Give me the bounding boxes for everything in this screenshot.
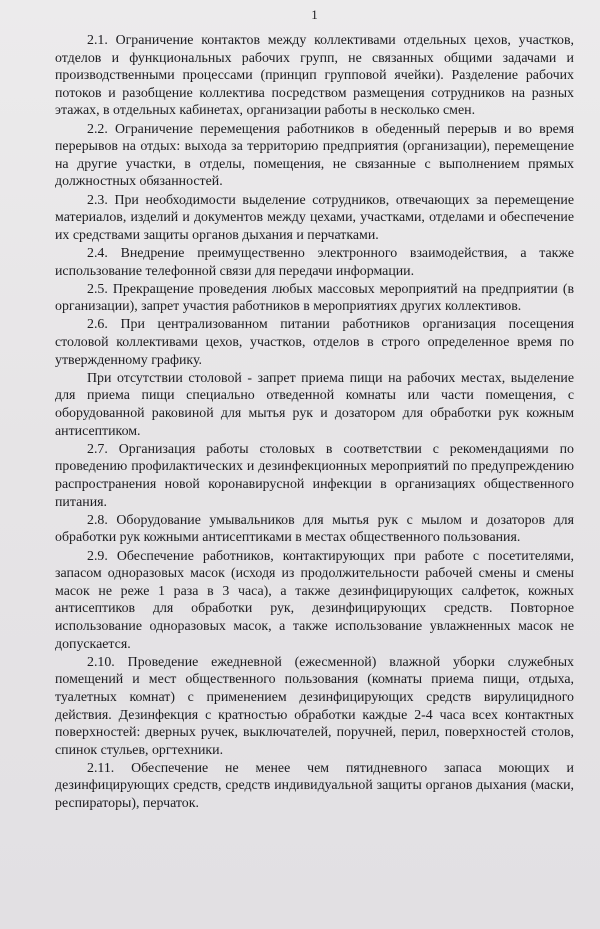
paragraph-2-3: 2.3. При необходимости выделение сотрудников, отвечающих за перемещение материалов, изделий и документов между цехами, участками, отделами и обеспечение их средствами защиты органов дыхания и перчатками. xyxy=(55,192,574,243)
paragraph-2-4: 2.4. Внедрение преимущественно электронного взаимодействия, а также использование телефонной связи для передачи информации. xyxy=(55,245,574,279)
paragraph-2-7: 2.7. Организация работы столовых в соответствии с рекомендациями по проведению профилактических и дезинфекционных мероприятий по предупреждению распространения новой коронавирусной инфекции в организациях общественного питания. xyxy=(55,441,574,510)
paragraph-2-8: 2.8. Оборудование умывальников для мытья рук с мылом и дозаторов для обработки рук кожными антисептиками в местах общественного пользования. xyxy=(55,512,574,546)
paragraph-2-6-note: При отсутствии столовой - запрет приема пищи на рабочих местах, выделение для приема пищи специально отведенной комнаты или части помещения, с оборудованной раковиной для мытья рук и дозатором для обработки рук кожным антисептиком. xyxy=(55,370,574,439)
page-number: 1 xyxy=(311,7,318,22)
paragraph-2-10: 2.10. Проведение ежедневной (ежесменной) влажной уборки служебных помещений и мест общественного пользования (комнаты приема пищи, отдыха, туалетных комнат) с применением дезинфицирующих средств вирулицидного действия. Дезинфекция с кратностью обработки каждые 2-4 часа всех контактных поверхностей: дверных ручек, выключателей, поручней, перил, поверхностей столов, спинок стульев, оргтехники. xyxy=(55,654,574,758)
paragraph-2-5: 2.5. Прекращение проведения любых массовых мероприятий на предприятии (в организации), запрет участия работников в мероприятиях других коллективов. xyxy=(55,281,574,315)
paragraph-2-9: 2.9. Обеспечение работников, контактирующих при работе с посетителями, запасом одноразовых масок (исходя из продолжительности рабочей смены и смены масок не реже 1 раза в 3 часа), а также дезинфицирующих салфеток, кожных антисептиков для обработки рук, дезинфицирующих средств. Повторное использование одноразовых масок, а также использование увлажненных масок не допускается. xyxy=(55,548,574,652)
paragraph-2-1: 2.1. Ограничение контактов между коллективами отдельных цехов, участков, отделов и функциональных рабочих групп, не связанных общими задачами и производственными процессами (принцип групповой ячейки). Разделение рабочих потоков и разобщение коллектива посредством размещения сотрудников на разных этажах, в отдельных кабинетах, организации работы в несколько смен. xyxy=(55,33,574,119)
paragraph-2-2: 2.2. Ограничение перемещения работников в обеденный перерыв и во время перерывов на отдых: выхода за территорию предприятия (организации), перемещение на другие участки, в отделы, помещения, не связанные с выполнением прямых должностных обязанностей. xyxy=(55,121,574,190)
paragraph-2-6: 2.6. При централизованном питании работников организация посещения столовой коллективами цехов, участков, отделов в строго определенное время по утвержденному графику. xyxy=(55,317,574,368)
paragraph-2-11: 2.11. Обеспечение не менее чем пятидневного запаса моющих и дезинфицирующих средств, средств индивидуальной защиты органов дыхания (маски, респираторы), перчаток. xyxy=(55,760,574,812)
